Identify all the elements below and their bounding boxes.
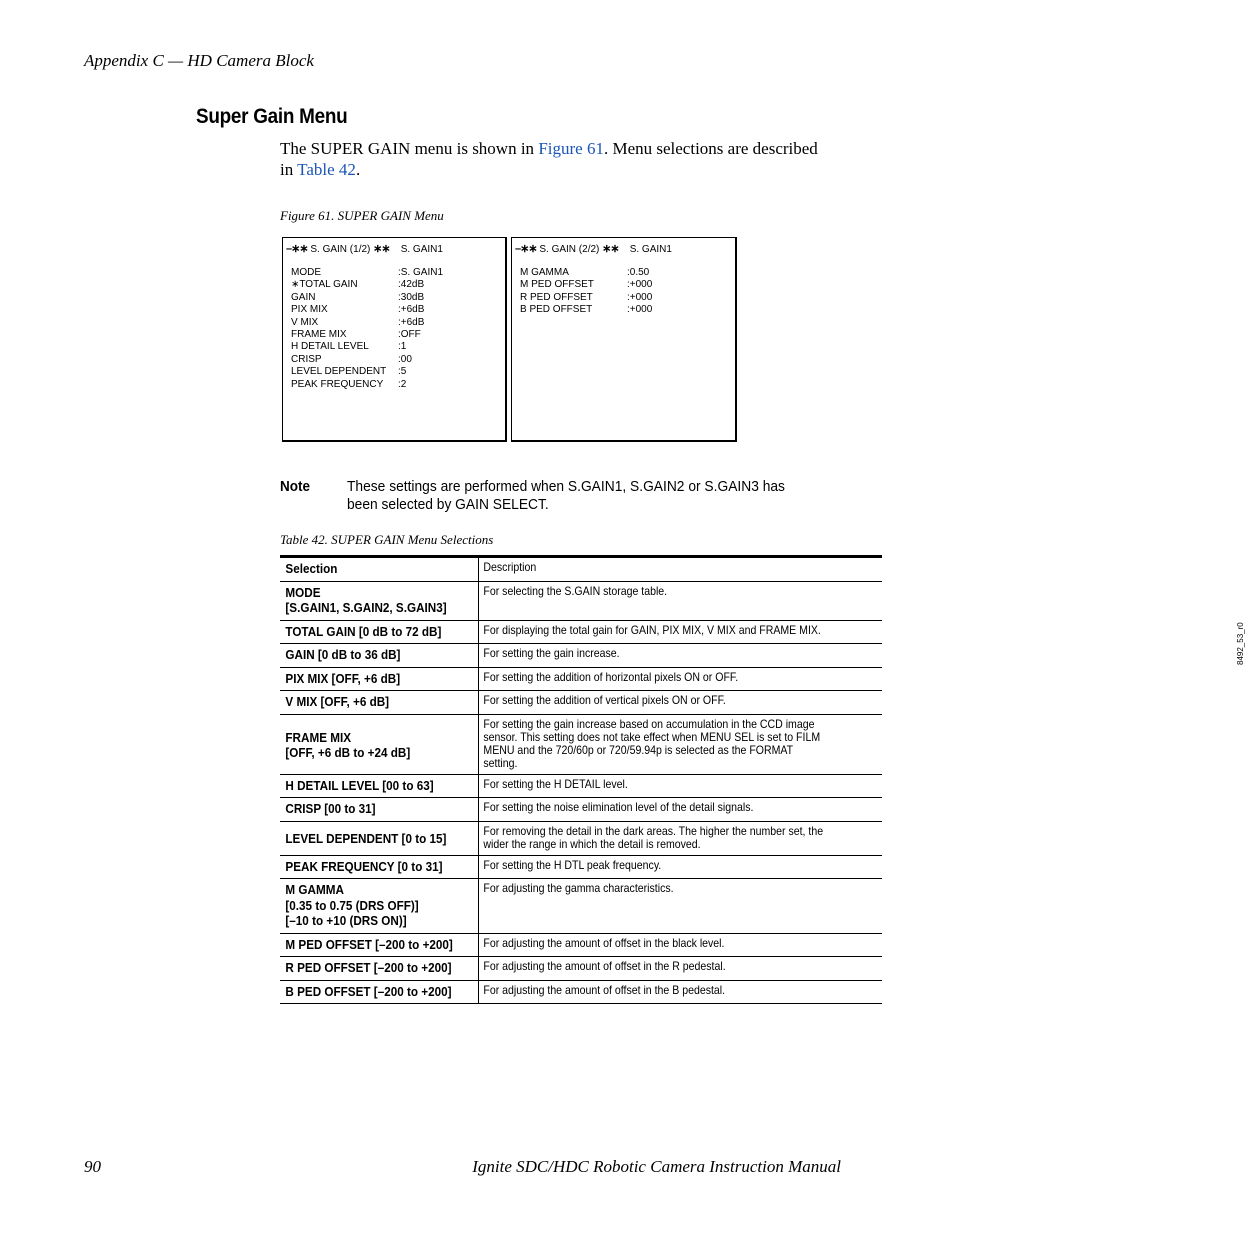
table-row	[280, 879, 882, 934]
table-caption: Table 42. SUPER GAIN Menu Selections	[280, 532, 494, 547]
screen-1-heading-left: S. GAIN (1/2)	[310, 244, 371, 255]
menu-row-label: PIX MIX	[291, 304, 328, 316]
menu-row-label: B PED OFFSET	[520, 304, 593, 316]
selection-text: M PED OFFSET [–200 to +200]	[285, 936, 453, 952]
description-text: For adjusting the amount of offset in the R pedestal.	[483, 959, 726, 973]
menu-row-value: :+000	[627, 304, 653, 316]
selection-text: GAIN [0 dB to 36 dB]	[285, 647, 401, 662]
description-cell	[479, 691, 883, 715]
menu-row-value: :00	[398, 353, 412, 365]
header-description-text: Description	[483, 560, 537, 574]
selection-cell	[280, 714, 479, 774]
table-row	[280, 980, 882, 1004]
table-row	[280, 774, 882, 798]
table-header-row	[280, 557, 882, 582]
selection-text: M GAMMA [0.35 to 0.75 (DRS OFF)] [–10 to +10 (DRS ON)]	[285, 882, 419, 928]
selection-cell	[280, 644, 479, 668]
screen-2-heading-right: S. GAIN1	[629, 244, 672, 255]
table-row	[280, 691, 882, 715]
description-cell	[479, 879, 883, 934]
menu-row-value: :1	[398, 341, 407, 353]
menu-row-label: CRISP	[291, 353, 322, 365]
description-cell	[479, 798, 883, 822]
menu-screen-2-heading	[515, 242, 672, 255]
table-row	[280, 957, 882, 981]
selection-text: PEAK FREQUENCY [0 to 31]	[285, 858, 443, 874]
table-row	[280, 667, 882, 691]
intro-text-1: The SUPER GAIN menu is shown in	[280, 139, 539, 158]
description-text: For setting the addition of horizontal pixels ON or OFF.	[483, 669, 739, 684]
selection-cell	[280, 667, 479, 691]
table-row	[280, 855, 882, 879]
intro-paragraph	[280, 138, 820, 180]
menu-row-label: R PED OFFSET	[520, 291, 593, 303]
description-text: For adjusting the amount of offset in the B pedestal.	[483, 982, 726, 997]
selection-cell	[280, 879, 479, 934]
table-row	[280, 581, 882, 620]
section-title: Super Gain Menu	[196, 105, 348, 128]
selection-text: LEVEL DEPENDENT [0 to 15]	[285, 831, 447, 847]
selection-text: MODE [S.GAIN1, S.GAIN2, S.GAIN3]	[285, 584, 447, 615]
intro-text-3: .	[355, 160, 361, 179]
selection-cell	[280, 980, 479, 1004]
table-42-link[interactable]: Table 42	[297, 160, 356, 179]
description-cell	[479, 933, 883, 957]
menu-row-value: :+000	[627, 291, 653, 303]
menu-screen-1-heading	[286, 242, 443, 255]
menu-row-value: :S. GAIN1	[398, 267, 444, 278]
selection-text: V MIX [OFF, +6 dB]	[285, 694, 390, 709]
marker-right-2: ∗∗	[602, 243, 619, 255]
description-cell	[479, 855, 883, 879]
note-text: These settings are performed when S.GAIN1, S.GAIN2 or S.GAIN3 has been selected by GAIN SELECT.	[347, 478, 785, 513]
menu-screen-page-1	[282, 237, 507, 442]
selection-cell	[280, 933, 479, 957]
menu-row-label: M PED OFFSET	[520, 279, 594, 291]
menu-row-value: :OFF	[398, 328, 421, 340]
menu-row-value: :5	[398, 366, 407, 378]
menu-row-label: GAIN	[291, 291, 316, 303]
menu-row-value: :2	[398, 378, 407, 390]
description-text: For setting the H DETAIL level.	[483, 776, 628, 791]
selection-cell	[280, 957, 479, 981]
header-selection-text: Selection	[285, 561, 338, 576]
table-row	[280, 933, 882, 957]
figure-caption: Figure 61. SUPER GAIN Menu	[280, 208, 444, 223]
selection-text: CRISP [00 to 31]	[285, 801, 376, 816]
screen-1-heading-right: S. GAIN1	[400, 244, 443, 255]
description-text: For setting the noise elimination level of the detail signals.	[483, 800, 754, 814]
super-gain-selections-table	[280, 555, 882, 1004]
description-cell	[479, 714, 883, 774]
menu-row-label: M GAMMA	[520, 267, 569, 278]
selection-cell	[280, 821, 479, 855]
description-cell	[479, 620, 883, 644]
description-text: For setting the gain increase.	[483, 646, 620, 660]
menu-row-value: :+000	[627, 279, 653, 291]
running-header: Appendix C — HD Camera Block	[84, 51, 314, 70]
menu-row-value: :+6dB	[398, 304, 425, 316]
menu-row-label: V MIX	[291, 316, 319, 328]
description-text: For selecting the S.GAIN storage table.	[483, 583, 668, 598]
menu-row-value: :0.50	[627, 267, 650, 278]
page-number: 90	[84, 1157, 101, 1176]
description-text: For removing the detail in the dark areas. The higher the number set, the wider the range in which the detail is removed.	[483, 823, 824, 851]
description-text: For setting the gain increase based on accumulation in the CCD image sensor. This setting does not take effect when MENU SEL is set to FILM MENU and the 720/60p or 720/59.94p is selected as the FORMAT setting.	[483, 716, 821, 770]
selection-text: FRAME MIX [OFF, +6 dB to +24 dB]	[285, 729, 411, 760]
selection-cell	[280, 691, 479, 715]
description-cell	[479, 774, 883, 798]
figure-id-label: 8492_53_r0	[1236, 622, 1245, 665]
marker-left-2: –∗∗	[515, 243, 537, 255]
description-cell	[479, 644, 883, 668]
description-text: For setting the H DTL peak frequency.	[483, 857, 662, 872]
menu-row-label: ∗TOTAL GAIN	[291, 279, 358, 291]
header-cell-description	[479, 557, 883, 582]
header-cell-selection	[280, 557, 479, 582]
description-cell	[479, 957, 883, 981]
menu-row-value: :30dB	[398, 291, 425, 303]
selection-cell	[280, 581, 479, 620]
marker-right-1: ∗∗	[373, 243, 390, 255]
selection-text: PIX MIX [OFF, +6 dB]	[285, 670, 401, 686]
selection-text: R PED OFFSET [–200 to +200]	[285, 960, 452, 975]
description-cell	[479, 980, 883, 1004]
table-row	[280, 821, 882, 855]
figure-61-link[interactable]: Figure 61	[538, 139, 604, 158]
menu-row-label: H DETAIL LEVEL	[291, 341, 369, 353]
description-text: For setting the addition of vertical pixels ON or OFF.	[483, 693, 726, 707]
menu-row-label: PEAK FREQUENCY	[291, 378, 384, 390]
table-row	[280, 714, 882, 774]
description-text: For adjusting the amount of offset in the black level.	[483, 935, 725, 950]
table-row	[280, 644, 882, 668]
selection-text: B PED OFFSET [–200 to +200]	[285, 983, 452, 999]
manual-title: Ignite SDC/HDC Robotic Camera Instruction Manual	[472, 1157, 841, 1176]
selection-text: H DETAIL LEVEL [00 to 63]	[285, 777, 434, 793]
table-row	[280, 620, 882, 644]
description-cell	[479, 821, 883, 855]
description-cell	[479, 667, 883, 691]
table-row	[280, 798, 882, 822]
selection-text: TOTAL GAIN [0 dB to 72 dB]	[285, 623, 442, 639]
menu-row-label: FRAME MIX	[291, 328, 347, 340]
selection-cell	[280, 620, 479, 644]
menu-row-value: :42dB	[398, 279, 425, 291]
selection-cell	[280, 798, 479, 822]
description-text: For adjusting the gamma characteristics.	[483, 881, 674, 895]
intro-text-2: . Menu selections are described in	[280, 139, 818, 179]
menu-row-value: :+6dB	[398, 316, 425, 328]
selection-cell	[280, 855, 479, 879]
selection-cell	[280, 774, 479, 798]
note-label: Note	[280, 478, 311, 495]
menu-row-label: MODE	[291, 267, 321, 278]
screen-2-heading-left: S. GAIN (2/2)	[539, 244, 600, 255]
marker-left-1: –∗∗	[286, 243, 308, 255]
description-text: For displaying the total gain for GAIN, PIX MIX, V MIX and FRAME MIX.	[483, 622, 821, 637]
menu-row-label: LEVEL DEPENDENT	[291, 366, 387, 378]
description-cell	[479, 581, 883, 620]
